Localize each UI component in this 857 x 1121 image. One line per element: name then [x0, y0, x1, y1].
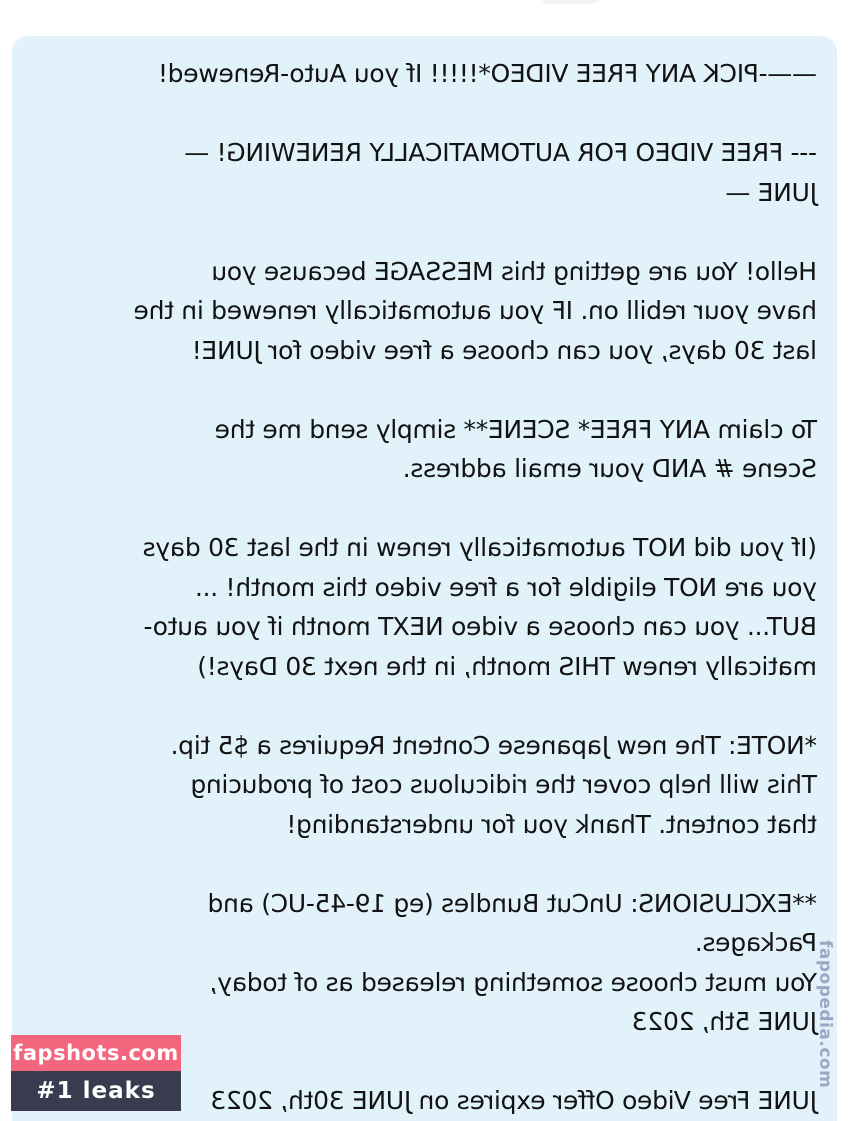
message-line: *NOTE: The new Japanese Content Requires a $5 tip.: [170, 730, 817, 760]
message-line: Packages.: [695, 928, 817, 957]
message-paragraph: [27, 252, 817, 371]
message-paragraph: [27, 410, 817, 489]
message-line: last 30 days, you can choose a free video for JUNE!: [192, 335, 817, 365]
message-line: JUNE Free Video Offer expires on JUNE 30th, 2023: [210, 1086, 817, 1115]
message-line: JUNE —: [725, 177, 817, 207]
message-line: matically renew THIS month, in the next 30 Days!): [197, 651, 817, 681]
message-line: Hello! You are getting this MESSAGE because you: [211, 256, 817, 286]
message-line: have your rebill on. IF you automatically renewed in the: [133, 296, 817, 325]
message-line: **EXCLUSIONS: UnCut Bundles (eg 19-45-UC) and: [207, 888, 817, 918]
message-line: BUT... you can choose a video NEXT month if you auto-: [143, 612, 817, 641]
watermark-logo: [11, 1035, 181, 1111]
message-line: you are NOT eligible for a free video this month! ...: [195, 572, 817, 602]
side-watermark-text: fapopedia.com: [815, 940, 835, 1089]
message-text: [27, 54, 817, 1121]
message-line: You must choose something released as of today,: [209, 967, 817, 997]
message-line: JUNE 5th, 2023: [632, 1007, 817, 1036]
watermark-logo-tagline: #1 leaks: [11, 1071, 181, 1111]
message-paragraph: [27, 884, 817, 1042]
message-line: that content. Thank you for understanding!: [286, 809, 817, 839]
message-line: Scene # AND your email address.: [403, 454, 817, 483]
message-paragraph: [27, 528, 817, 686]
message-line: ——-PICK ANY FREE VIDEO*!!!!! If you Auto-Renewed!: [158, 59, 817, 88]
message-line: (If you did NOT automatically renew in the last 30 days: [142, 533, 817, 562]
message-line: --- FREE VIDEO FOR AUTOMATICALLY RENEWING! —: [184, 138, 817, 167]
message-paragraph: [27, 726, 817, 845]
message-paragraph: [27, 54, 817, 94]
message-line: This will help cover the ridiculous cost of producing: [190, 770, 817, 799]
message-paragraph: [27, 133, 817, 212]
message-line: To claim ANY FREE* SCENE** simply send me the: [214, 414, 817, 444]
side-watermark: [815, 940, 852, 1121]
watermark-logo-site: fapshots.com: [11, 1035, 181, 1071]
previous-message-fragment: [540, 0, 600, 4]
message-bubble: [12, 36, 837, 1121]
